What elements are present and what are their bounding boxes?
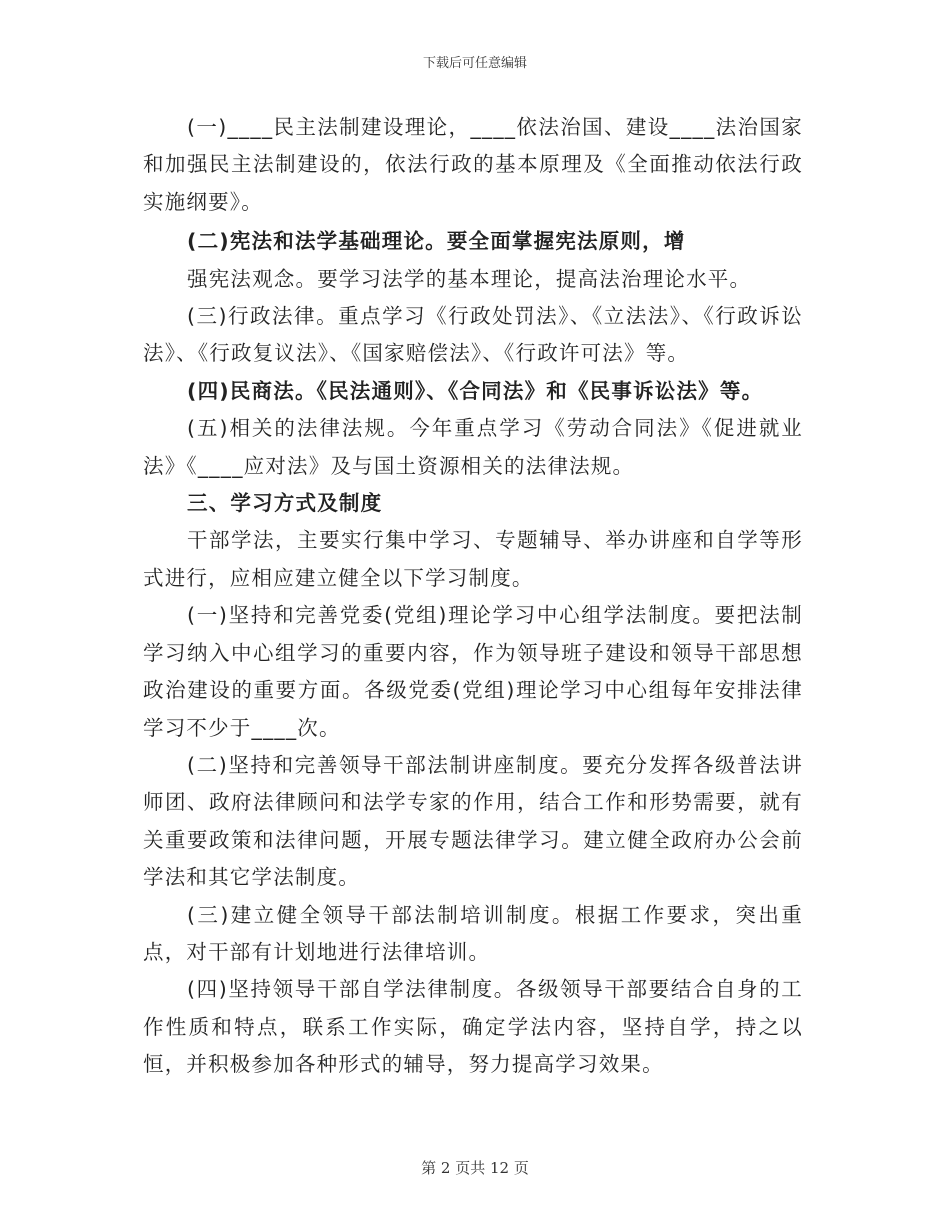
paragraph-4: (三)行政法律。重点学习《行政处罚法》、《立法法》、《行政诉讼法》、《行政复议法》、《国家赔偿法》、《行政许可法》等。: [143, 304, 803, 366]
paragraph-10: (二)坚持和完善领导干部法制讲座制度。要充分发挥各级普法讲师团、政府法律顾问和法学专家的作用，结合工作和形势需要，就有关重要政策和法律问题，开展专题法律学习。建立健全政府办公会前学法和其它学法制度。: [143, 752, 803, 890]
paragraph-8: 干部学法，主要实行集中学习、专题辅导、举办讲座和自学等形式进行，应相应建立健全以下学习制度。: [143, 528, 803, 590]
paragraph-12: (四)坚持领导干部自学法律制度。各级领导干部要结合自身的工作性质和特点，联系工作实际，确定学法内容，坚持自学，持之以恒，并积极参加各种形式的辅导，努力提高学习效果。: [143, 977, 803, 1077]
paragraph-6: (五)相关的法律法规。今年重点学习《劳动合同法》《促进就业法》《____应对法》及与国土资源相关的法律法规。: [143, 416, 803, 478]
section-heading-3: 三、学习方式及制度: [187, 491, 383, 516]
document-body: [143, 109, 803, 1084]
paragraph-1: (一)____民主法制建设理论，____依法治国、建设____法治国家和加强民主法制建设的，依法行政的基本原理及《全面推动依法行政实施纲要》。: [143, 115, 803, 214]
paragraph-3: 强宪法观念。要学习法学的基本理论，提高法治理论水平。: [187, 266, 752, 291]
page-header: 下载后可任意编辑: [422, 56, 527, 71]
paragraph-11: (三)建立健全领导干部法制培训制度。根据工作要求，突出重点，对干部有计划地进行法律培训。: [143, 902, 803, 964]
paragraph-5-heading: (四)民商法。《民法通则》、《合同法》和《民事诉讼法》等。: [187, 378, 764, 403]
paragraph-9: (一)坚持和完善党委(党组)理论学习中心组学法制度。要把法制学习纳入中心组学习的重要内容，作为领导班子建设和领导干部思想政治建设的重要方面。各级党委(党组)理论学习中心组每年安排法律学习不少于____次。: [143, 603, 803, 740]
paragraph-2-heading: (二)宪法和法学基础理论。要全面掌握宪法原则，增: [187, 229, 686, 254]
page-footer: 第 2 页共 12 页: [421, 1159, 529, 1177]
